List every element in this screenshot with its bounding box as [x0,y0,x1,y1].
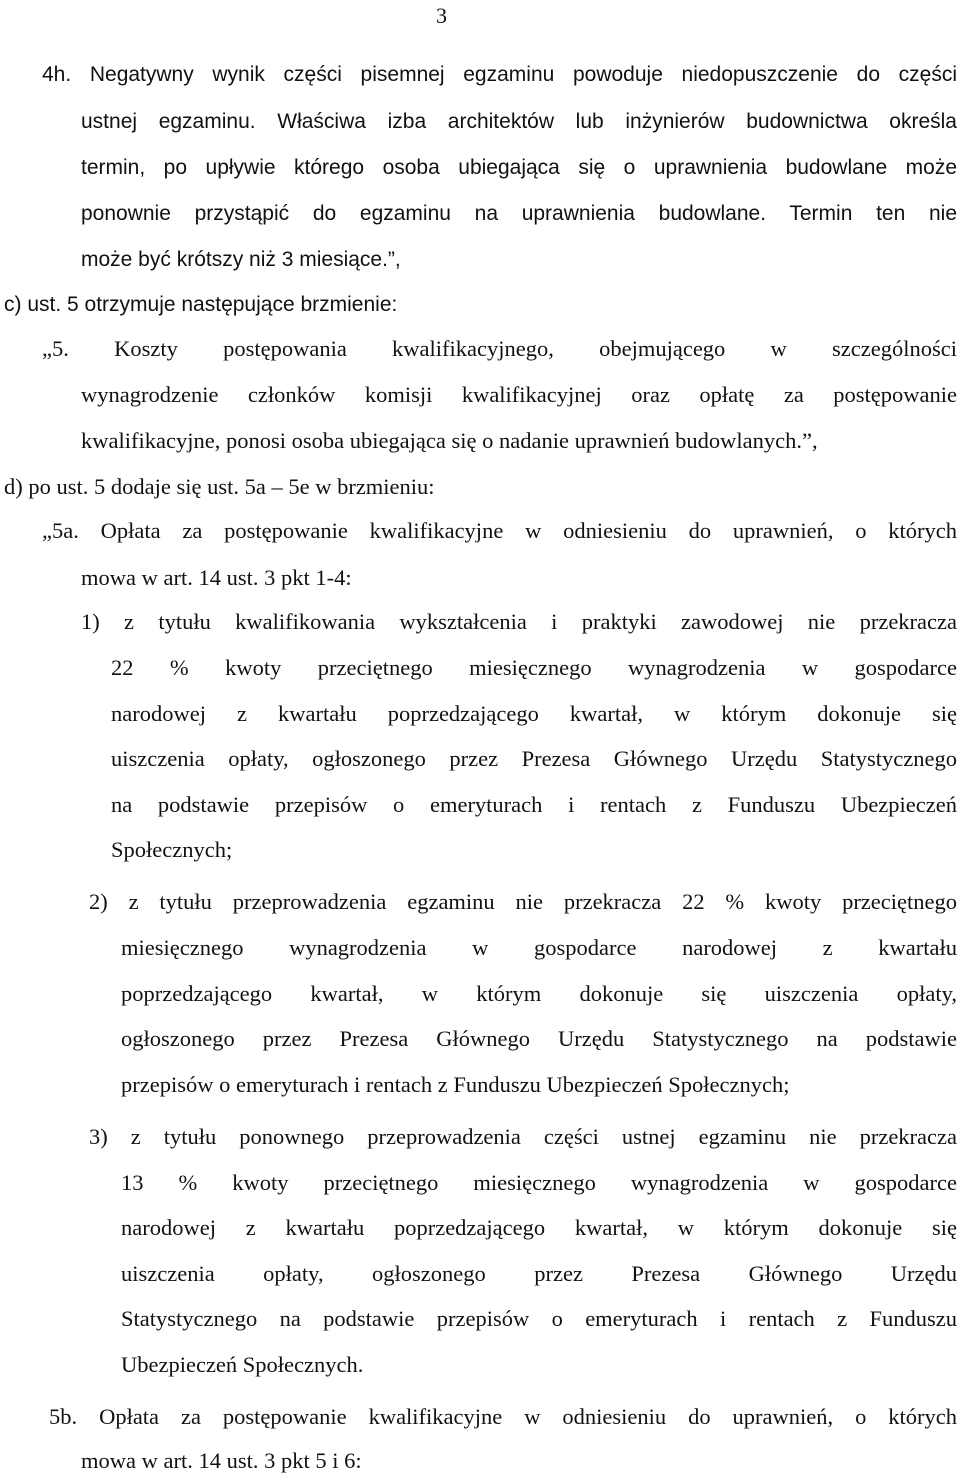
text-line: uiszczenia opłaty, ogłoszonego przez Prezesa Głównego Urzędu Statystycznego [111,746,957,771]
text-line: mowa w art. 14 ust. 3 pkt 1-4: [81,565,352,590]
text-line: Ubezpieczeń Społecznych. [121,1352,364,1377]
text-line: 22 % kwoty przeciętnego miesięcznego wynagrodzenia w gospodarce [111,655,957,680]
text-line: narodowej z kwartału poprzedzającego kwartał, w którym dokonuje się [111,701,957,726]
text-line: termin, po upływie którego osoba ubiegająca się o uprawnienia budowlane może [81,156,957,179]
text-line: miesięcznego wynagrodzenia w gospodarce narodowej z kwartału [121,935,957,960]
text-line: ponownie przystąpić do egzaminu na uprawnienia budowlane. Termin ten nie [81,202,957,225]
text-line: 5b. Opłata za postępowanie kwalifikacyjne w odniesieniu do uprawnień, o których [49,1404,957,1429]
text-line: mowa w art. 14 ust. 3 pkt 5 i 6: [81,1448,362,1473]
text-line: d) po ust. 5 dodaje się ust. 5a – 5e w brzmieniu: [4,474,435,499]
text-line: c) ust. 5 otrzymuje następujące brzmienie: [4,293,398,316]
text-line: 4h. Negatywny wynik części pisemnej egzaminu powoduje niedopuszczenie do części [42,63,957,86]
text-line: na podstawie przepisów o emeryturach i rentach z Funduszu Ubezpieczeń [111,792,957,817]
list-item: 1) z tytułu kwalifikowania wykształcenia i praktyki zawodowej nie przekracza [81,609,957,634]
text-line: przepisów o emeryturach i rentach z Funduszu Ubezpieczeń Społecznych; [121,1072,790,1097]
text-line: może być krótszy niż 3 miesiące.”, [81,248,401,271]
page-number: 3 [436,3,447,28]
text-line: ogłoszonego przez Prezesa Głównego Urzędu Statystycznego na podstawie [121,1026,957,1051]
text-line: poprzedzającego kwartał, w którym dokonuje się uiszczenia opłaty, [121,981,957,1006]
text-line: kwalifikacyjne, ponosi osoba ubiegająca się o nadanie uprawnień budowlanych.”, [81,428,818,453]
text-line: „5. Koszty postępowania kwalifikacyjnego, obejmującego w szczególności [42,336,957,361]
list-item: 2) z tytułu przeprowadzenia egzaminu nie przekracza 22 % kwoty przeciętnego [89,889,957,914]
text-line: ustnej egzaminu. Właściwa izba architektów lub inżynierów budownictwa określa [81,110,957,133]
text-line: wynagrodzenie członków komisji kwalifikacyjnej oraz opłatę za postępowanie [81,382,957,407]
text-line: „5a. Opłata za postępowanie kwalifikacyjne w odniesieniu do uprawnień, o których [42,518,957,543]
text-line: Społecznych; [111,837,233,862]
text-line: uiszczenia opłaty, ogłoszonego przez Prezesa Głównego Urzędu [121,1261,957,1286]
text-line: Statystycznego na podstawie przepisów o emeryturach i rentach z Funduszu [121,1306,957,1331]
list-item: 3) z tytułu ponownego przeprowadzenia części ustnej egzaminu nie przekracza [89,1124,957,1149]
text-line: narodowej z kwartału poprzedzającego kwartał, w którym dokonuje się [121,1215,957,1240]
text-line: 13 % kwoty przeciętnego miesięcznego wynagrodzenia w gospodarce [121,1170,957,1195]
